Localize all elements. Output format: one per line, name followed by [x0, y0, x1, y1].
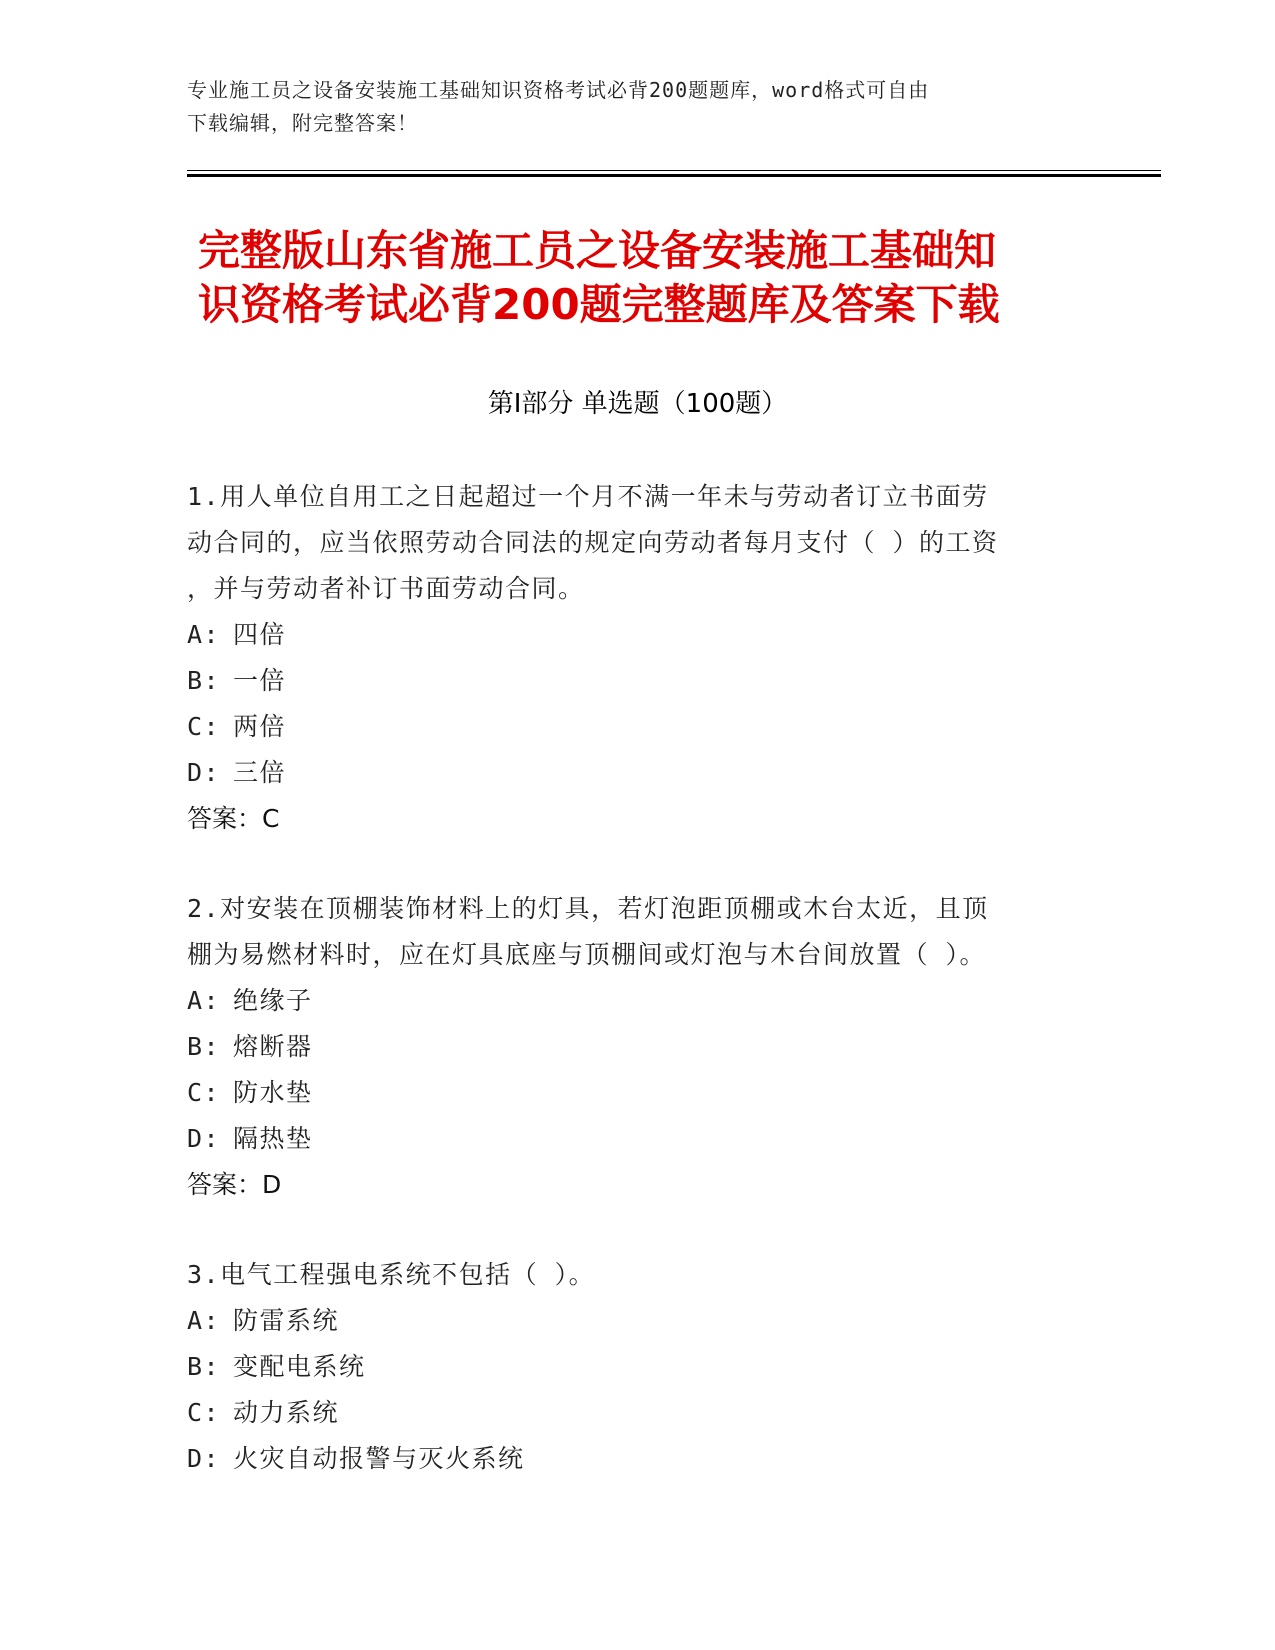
option-letter: A:	[187, 986, 221, 1015]
option-text: 三倍	[233, 758, 287, 787]
option-letter: A:	[187, 1306, 221, 1335]
option-letter: B:	[187, 666, 221, 695]
option-letter: C:	[187, 1078, 221, 1107]
question-2	[187, 886, 1087, 1208]
option-letter: B:	[187, 1352, 221, 1381]
option-text: 火灾自动报警与灭火系统	[233, 1444, 525, 1473]
header-note-line-2: 下载编辑，附完整答案！	[187, 111, 418, 135]
document-title	[198, 224, 1078, 332]
question-list	[187, 474, 1087, 1526]
option-letter: C:	[187, 1398, 221, 1427]
option-letter: A:	[187, 620, 221, 649]
option-text: 隔热垫	[233, 1124, 313, 1153]
option-text: 动力系统	[233, 1398, 340, 1427]
option-a	[187, 978, 1087, 1024]
question-text-line: 1.用人单位自用工之日起超过一个月不满一年未与劳动者订立书面劳	[187, 482, 989, 511]
question-text-line: ，并与劳动者补订书面劳动合同。	[187, 574, 585, 603]
question-3	[187, 1252, 1087, 1482]
option-d	[187, 750, 1087, 796]
header-note	[187, 74, 1067, 140]
option-c	[187, 1390, 1087, 1436]
option-text: 绝缘子	[233, 986, 313, 1015]
header-note-line-1: 专业施工员之设备安装施工基础知识资格考试必背200题题库，word格式可自由	[187, 78, 930, 102]
option-a	[187, 1298, 1087, 1344]
section-heading: 第Ⅰ部分 单选题（100题）	[487, 389, 788, 419]
option-c	[187, 704, 1087, 750]
option-b	[187, 1344, 1087, 1390]
question-text-line: 棚为易燃材料时，应在灯具底座与顶棚间或灯泡与木台间放置（ ）。	[187, 940, 987, 969]
option-b	[187, 658, 1087, 704]
question-text-line: 动合同的，应当依照劳动合同法的规定向劳动者每月支付（ ）的工资	[187, 528, 999, 557]
header-rule-thin	[187, 170, 1161, 171]
document-title-line-1: 完整版山东省施工员之设备安装施工基础知	[198, 226, 997, 275]
option-text: 变配电系统	[233, 1352, 366, 1381]
question-1	[187, 474, 1087, 842]
option-letter: D:	[187, 1444, 221, 1473]
option-text: 一倍	[233, 666, 287, 695]
option-text: 熔断器	[233, 1032, 313, 1061]
option-d	[187, 1436, 1087, 1482]
option-letter: C:	[187, 712, 221, 741]
option-text: 四倍	[233, 620, 287, 649]
option-a	[187, 612, 1087, 658]
option-d	[187, 1116, 1087, 1162]
option-text: 防雷系统	[233, 1306, 340, 1335]
option-text: 两倍	[233, 712, 287, 741]
document-title-line-2: 识资格考试必背200题完整题库及答案下载	[198, 280, 1000, 329]
option-b	[187, 1024, 1087, 1070]
question-text-line: 2.对安装在顶棚装饰材料上的灯具，若灯泡距顶棚或木台太近，且顶	[187, 894, 989, 923]
option-letter: D:	[187, 758, 221, 787]
option-c	[187, 1070, 1087, 1116]
answer-line: 答案：D	[187, 1170, 282, 1199]
option-letter: B:	[187, 1032, 221, 1061]
question-text-line: 3.电气工程强电系统不包括（ ）。	[187, 1260, 596, 1289]
answer-line: 答案：C	[187, 804, 280, 833]
option-text: 防水垫	[233, 1078, 313, 1107]
header-rule-thick	[187, 174, 1161, 177]
option-letter: D:	[187, 1124, 221, 1153]
